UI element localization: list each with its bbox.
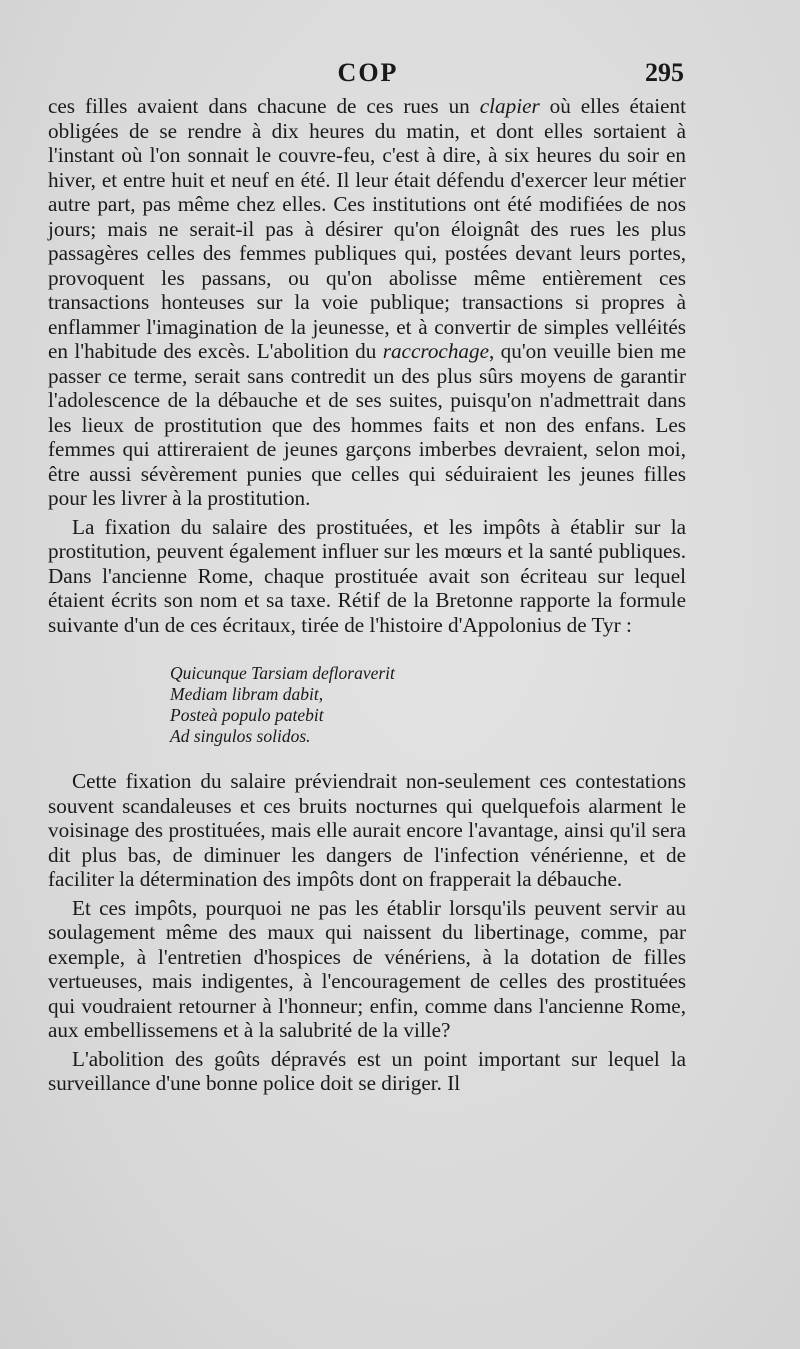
paragraph-1-part-c: , qu'on veuille bien me passer ce terme, serait sans contredit un des plus sûrs moyens de garantir l'adolescence de la débauche et de ses suites, puisqu'on n'admettrait dans les lieux de prostitution que des hommes faits et non des enfans. Les femmes qui attireraient de jeunes garçons imberbes devraient, selon moi, être aussi sévèrement punies que celles qui séduiraient les jeunes filles pour les livrer à la prostitution. <box>48 339 686 510</box>
page-number: 295 <box>645 58 684 87</box>
latin-verse <box>170 663 686 747</box>
term-raccrochage: raccrochage <box>382 339 490 363</box>
paragraph-1 <box>48 94 686 511</box>
paragraph-5: L'abolition des goûts dépravés est un point important sur lequel la surveillance d'une bonne police doit se diriger. Il <box>48 1046 686 1095</box>
term-clapier: clapier <box>479 94 540 118</box>
paragraph-2: La fixation du salaire des prostituées, et les impôts à établir sur la prostitution, peuvent également influer sur les mœurs et la santé publiques. Dans l'ancienne Rome, chaque prostituée avait son écriteau sur lequel étaient écrits son nom et sa taxe. Rétif de la Bretonne rapporte la formule suivante d'un de ces écritaux, tirée de l'histoire d'Appolonius de Tyr : <box>48 514 686 637</box>
running-head: COP <box>337 58 399 87</box>
paragraph-3: Cette fixation du salaire préviendrait non-seulement ces contestations souvent scandaleuses et ces bruits nocturnes qui quelquefois alarment le voisinage des prostituées, mais elle aurait encore l'avantage, ainsi qu'il sera dit plus bas, de diminuer les dangers de l'infection vénérienne, et de faciliter la détermination des impôts dont on frapperait la débauche. <box>48 769 686 891</box>
verse-line: Quicunque Tarsiam defloraverit <box>170 663 395 683</box>
verse-line: Ad singulos solidos. <box>170 726 311 746</box>
body-text <box>48 94 686 1096</box>
verse-line: Posteà populo patebit <box>170 705 324 725</box>
paragraph-1-part-b: où elles étaient obligées de se rendre à dix heures du matin, et dont elles sortaient à l'instant où l'on sonnait le couvre-feu, c'est à dire, à six heures du soir en hiver, et entre huit et neuf en été. Il leur était défendu d'exercer leur métier autre part, pas même chez elles. Ces institutions ont été modifiées de nos jours; mais ne serait-il pas à désirer qu'on éloignât des rues les plus passagères celles des femmes publiques qui, postées devant leurs portes, provoquent les passans, ou qu'on abolisse même entièrement ces transactions honteuses sur la voie publique; transactions si propres à enflammer l'imagination de la jeunesse, et à convertir de simples velléités en l'habitude des excès. L'abolition du <box>48 94 686 363</box>
verse-line: Mediam libram dabit, <box>170 684 324 704</box>
paragraph-1-part-a: ces filles avaient dans chacune de ces rues un <box>48 94 480 118</box>
paragraph-4: Et ces impôts, pourquoi ne pas les établir lorsqu'ils peuvent servir au soulagement même des maux qui naissent du libertinage, comme, par exemple, à l'entretien d'hospices de vénériens, à la dotation de filles vertueuses, mais indigentes, à l'encouragement de celles des prostituées qui voudraient retourner à l'honneur; enfin, comme dans l'ancienne Rome, aux embellissemens et à la salubrité de la ville? <box>48 895 686 1042</box>
page-header <box>48 58 688 94</box>
